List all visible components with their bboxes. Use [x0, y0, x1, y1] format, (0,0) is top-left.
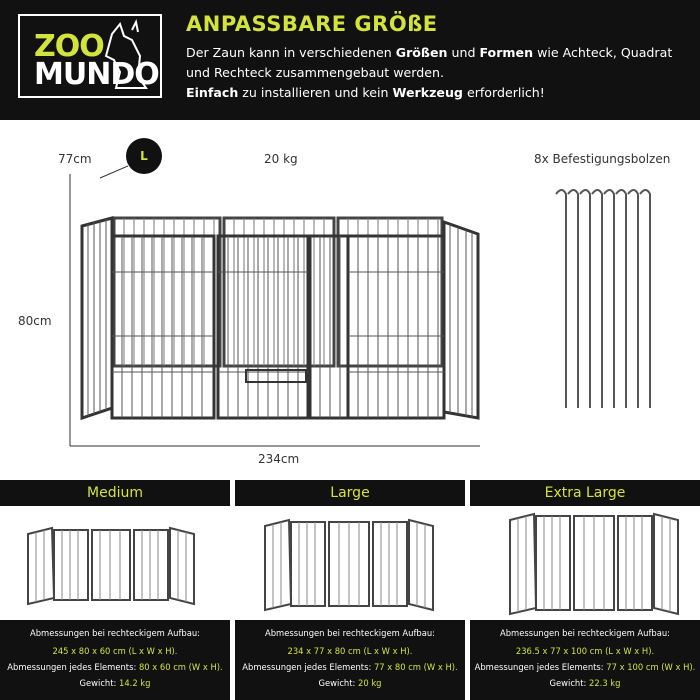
dims-title: Abmessungen bei rechteckigem Aufbau: [265, 628, 435, 638]
logo-text-mundo: MUNDO [34, 57, 159, 92]
depth-label: 77cm [58, 152, 92, 166]
description-line-1: Der Zaun kann in verschiedenen Größen und Formen wie Achteck, Quadrat [186, 45, 673, 60]
size-badge: L [126, 138, 162, 174]
element-dims: Abmessungen jedes Elements: 77 x 80 cm (W x H). [242, 662, 458, 672]
fence-large-image [235, 508, 465, 618]
fence-xl-image [470, 508, 700, 618]
dims-value: 236.5 x 77 x 100 cm (L x W x H). [515, 646, 655, 656]
size-card-extra-large [470, 480, 700, 700]
fence-front-bars [88, 219, 472, 418]
size-card-large [235, 480, 465, 700]
element-dims: Abmessungen jedes Elements: 80 x 60 cm (W x H). [7, 662, 223, 672]
fence-medium-image [0, 508, 230, 618]
size-card-specs [470, 620, 700, 700]
fence-drawing [0, 122, 700, 470]
weight: Gewicht: 22.3 kg [549, 678, 621, 688]
fence-back-bars [124, 218, 438, 366]
size-card-title: Medium [0, 480, 230, 506]
description-line-2: und Rechteck zusammengebaut werden. [186, 65, 444, 80]
weight-label: 20 kg [264, 152, 298, 166]
dims-value: 245 x 80 x 60 cm (L x W x H). [52, 646, 178, 656]
logo-text-zoo: ZOO [34, 29, 104, 64]
brand-logo [18, 14, 162, 98]
weight: Gewicht: 14.2 kg [79, 678, 151, 688]
height-label: 80cm [18, 314, 52, 328]
fence-front-panels [82, 218, 478, 418]
depth-dimension-line [100, 166, 128, 178]
bolt-pins-icon [556, 190, 650, 408]
product-view [0, 122, 700, 470]
size-card-specs [0, 620, 230, 700]
dims-title: Abmessungen bei rechteckigem Aufbau: [30, 628, 200, 638]
size-card-medium [0, 480, 230, 700]
page-title: ANPASSBARE GRÖßE [186, 12, 438, 36]
size-card-title: Large [235, 480, 465, 506]
weight: Gewicht: 20 kg [318, 678, 382, 688]
description-line-3: Einfach zu installieren und kein Werkzeug erforderlich! [186, 85, 545, 100]
size-card-title: Extra Large [470, 480, 700, 506]
width-label: 234cm [258, 452, 300, 466]
element-dims: Abmessungen jedes Elements: 77 x 100 cm (W x H). [474, 662, 696, 672]
dims-title: Abmessungen bei rechteckigem Aufbau: [500, 628, 670, 638]
dims-value: 234 x 77 x 80 cm (L x W x H). [287, 646, 413, 656]
header-banner [0, 0, 700, 120]
bolts-label: 8x Befestigungsbolzen [534, 152, 671, 166]
size-card-specs [235, 620, 465, 700]
